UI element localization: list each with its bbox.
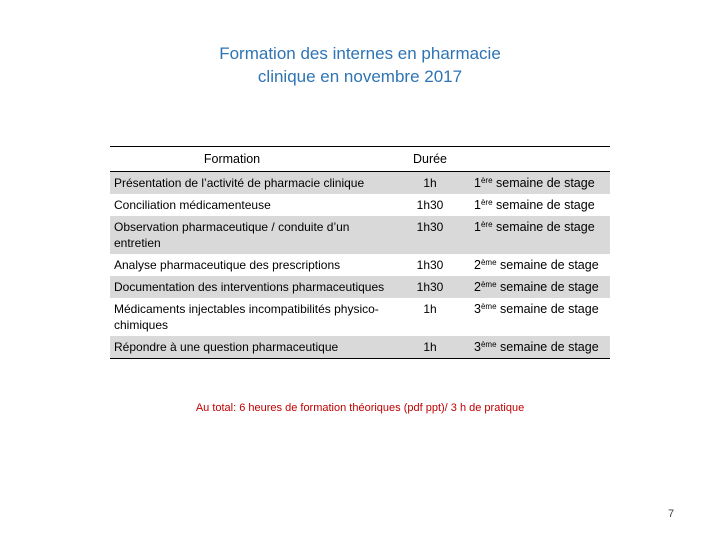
week-cell — [470, 216, 610, 254]
table-row — [110, 254, 610, 276]
week-cell — [470, 336, 610, 359]
duration-cell: 1h — [390, 172, 470, 195]
week-label: semaine de stage — [496, 302, 599, 316]
duration-cell: 1h — [423, 302, 437, 316]
training-table — [110, 146, 610, 359]
table-row — [110, 194, 610, 216]
week-label: semaine de stage — [496, 280, 599, 294]
total-note: Au total: 6 heures de formation théoriques (pdf ppt)/ 3 h de pratique — [195, 402, 525, 414]
duration-cell: 1h30 — [416, 258, 444, 272]
header-duree: Durée — [390, 147, 470, 172]
week-ordinal: ème — [480, 280, 497, 289]
header-week — [470, 147, 610, 172]
week-cell — [470, 276, 610, 298]
page-number: 7 — [668, 508, 675, 520]
week-number: 3 — [474, 302, 481, 316]
header-formation: Formation — [110, 147, 390, 172]
week-ordinal: ère — [480, 176, 493, 185]
week-cell — [470, 254, 610, 276]
week-number: 1 — [474, 176, 481, 190]
formation-cell: Observation pharmaceutique / conduite d’un entretien — [110, 216, 390, 254]
week-cell — [470, 194, 610, 216]
week-label: semaine de stage — [496, 340, 599, 354]
table-row — [110, 172, 610, 195]
duration-cell: 1h30 — [390, 276, 470, 298]
week-number: 2 — [474, 258, 481, 272]
week-ordinal: ème — [480, 258, 497, 267]
week-cell — [470, 298, 610, 336]
week-label: semaine de stage — [492, 198, 595, 212]
duration-cell: 1h30 — [416, 198, 444, 212]
week-ordinal: ère — [480, 220, 493, 229]
slide-title — [0, 42, 720, 88]
formation-cell: Documentation des interventions pharmaceutiques — [110, 276, 390, 298]
formation-cell: Analyse pharmaceutique des prescriptions — [114, 258, 341, 272]
week-number: 2 — [474, 280, 481, 294]
duration-cell: 1h — [390, 336, 470, 359]
slide-title-line-1: Formation des internes en pharmacie — [219, 44, 501, 63]
slide-title-line-2: clinique en novembre 2017 — [257, 67, 463, 86]
week-ordinal: ème — [480, 302, 497, 311]
table-row — [110, 216, 610, 254]
week-ordinal: ère — [480, 198, 493, 207]
formation-cell: Présentation de l’activité de pharmacie clinique — [110, 172, 390, 195]
week-number: 3 — [474, 340, 481, 354]
week-label: semaine de stage — [496, 258, 599, 272]
formation-cell: Médicaments injectables incompatibilités physico-chimiques — [114, 302, 379, 332]
week-number: 1 — [474, 198, 481, 212]
week-label: semaine de stage — [492, 176, 595, 190]
week-label: semaine de stage — [492, 220, 595, 234]
duration-cell: 1h30 — [390, 216, 470, 254]
week-cell — [470, 172, 610, 195]
table-row — [110, 298, 610, 336]
table-row — [110, 336, 610, 359]
table-header-row — [110, 147, 610, 172]
table-row — [110, 276, 610, 298]
week-number: 1 — [474, 220, 481, 234]
formation-cell: Répondre à une question pharmaceutique — [110, 336, 390, 359]
week-ordinal: ème — [480, 340, 497, 349]
table-body — [110, 172, 610, 359]
formation-cell: Conciliation médicamenteuse — [114, 198, 271, 212]
